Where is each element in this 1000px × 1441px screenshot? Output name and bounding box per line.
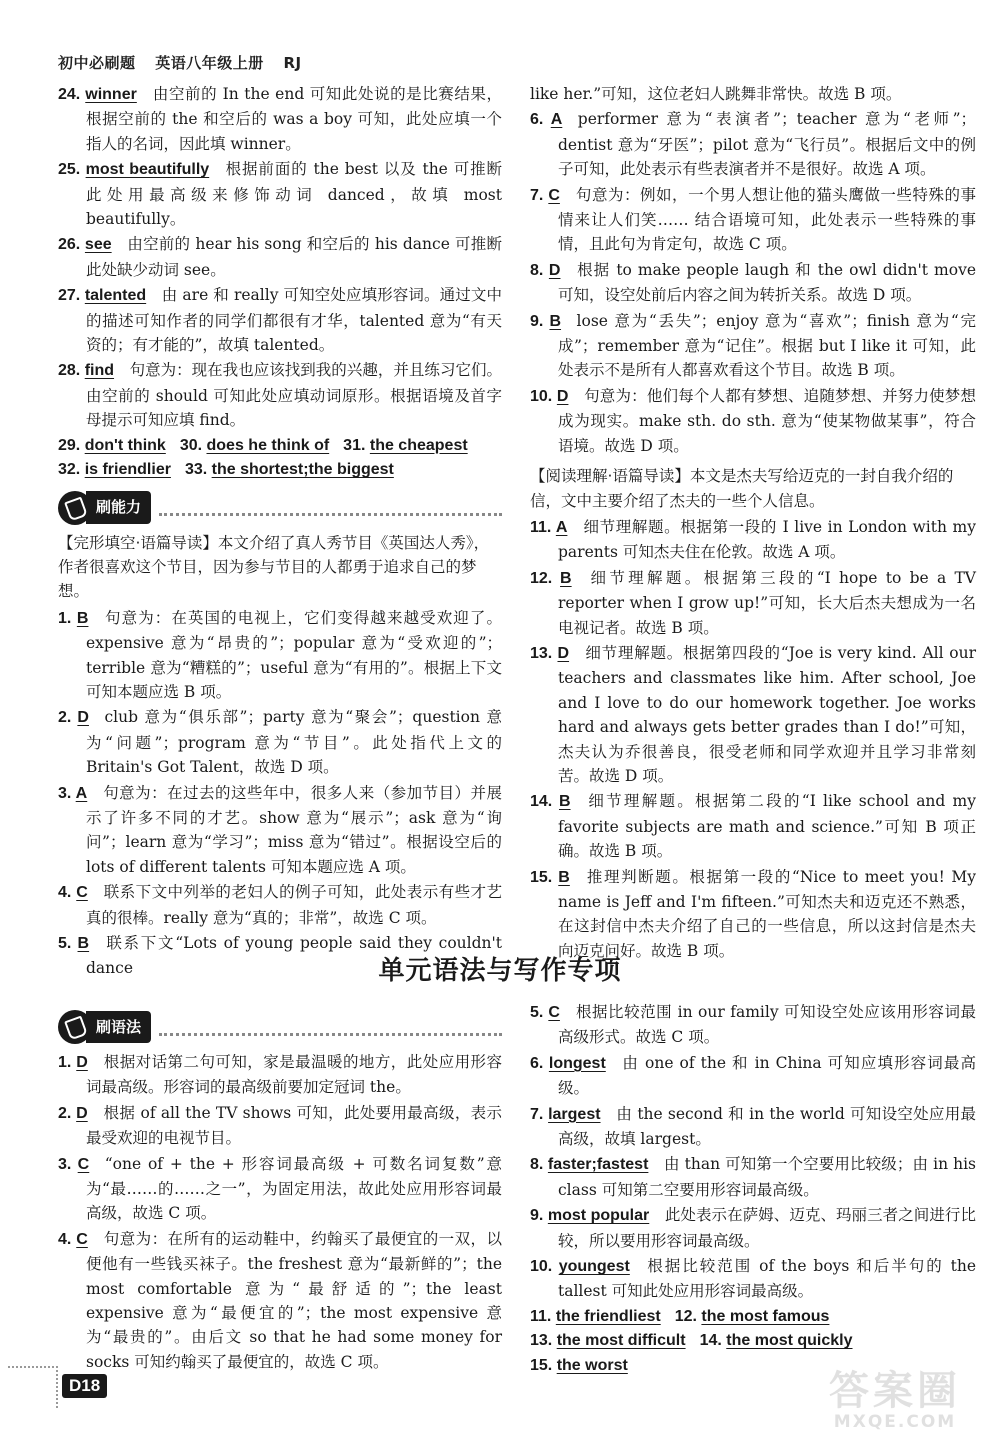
item-explanation: club 意为“俱乐部”；party 意为“聚会”；question 意为“问题”；program 意为“节目”。此处指代上文的 Britain's Got Talent，故选 D 项。 — [86, 708, 502, 777]
item-answer: find — [84, 362, 115, 380]
item-number: 27. — [58, 287, 85, 305]
item-number: 13. — [530, 644, 558, 662]
item-number: 14. — [530, 793, 559, 811]
answer-item — [58, 232, 502, 282]
section-badge-grammar — [58, 1010, 502, 1044]
answer-item — [58, 157, 502, 231]
answer-item — [58, 358, 502, 432]
answer-item — [530, 641, 976, 788]
short-answer — [343, 434, 468, 458]
right-column-bottom — [530, 1000, 976, 1378]
answer-row — [58, 434, 502, 458]
item-answer: the most quickly — [726, 1332, 853, 1350]
item-explanation: 句意为：在所有的运动鞋中，约翰买了最便宜的一双，以便他有一些钱买袜子。the freshest 意为“最新鲜的”；the most comfortable 意为“最舒适的”；the least expensive 意为“最便宜的”；the most expensive 意为“最贵的”。由后文 so that he had some money for socks 可知约翰买了最便宜的，故选 C 项。 — [86, 1229, 502, 1371]
item-number: 4. — [58, 884, 77, 902]
item-number: 10. — [530, 387, 557, 405]
item-number: 14. — [699, 1332, 727, 1350]
reading-intro: 【阅读理解·语篇导读】本文是杰夫写给迈克的一封自我介绍的信，文中主要介绍了杰夫的一些个人信息。 — [530, 467, 954, 510]
subject-title: 英语八年级上册 — [155, 54, 264, 72]
item-number: 7. — [530, 186, 549, 204]
item-answer: does he think of — [206, 436, 330, 454]
item-number: 3. — [58, 1155, 78, 1173]
item-number: 1. — [58, 609, 77, 627]
item-explanation: 细节理解题。根据第三段的“I hope to be a TV reporter when I grow up!”可知，长大后杰夫想成为一名电视记者。故选 B 项。 — [558, 568, 976, 637]
item-answer: B — [549, 312, 562, 330]
short-answer — [58, 458, 171, 482]
item-number: 33. — [184, 461, 212, 479]
item-answer: most popular — [547, 1207, 650, 1225]
watermark-url: MXQE.COM — [833, 1412, 957, 1432]
dotted-divider — [159, 1019, 502, 1036]
item-explanation: 推理判断题。根据第一段的“Nice to meet you! My name is Jeff and I'm fifteen.”可知杰夫和迈克还不熟悉，在这封信中杰夫介绍了自己的一些信息，所以这封信是杰夫向迈克问好。故选 B 项。 — [558, 867, 976, 960]
item-explanation: 细节理解题。根据第一段的 I live in London with my parents 可知杰夫住在伦敦。故选 A 项。 — [558, 517, 976, 562]
answer-item — [58, 705, 502, 779]
page-corner-decoration — [8, 1366, 58, 1408]
dotted-divider — [159, 499, 502, 516]
item-answer: don't think — [84, 436, 166, 454]
item-answer: the most famous — [701, 1307, 830, 1325]
item-explanation: 由 the second 和 in the world 可知设空处应用最高级，故填 largest。 — [558, 1104, 976, 1149]
left-column-top — [58, 82, 502, 982]
item-answer: C — [76, 1230, 88, 1248]
answer-item — [58, 781, 502, 880]
item-answer: A — [550, 111, 563, 129]
answer-row — [530, 1305, 976, 1329]
answer-row — [530, 1329, 976, 1353]
item-number: 31. — [343, 436, 370, 454]
badge-label: 刷能力 — [86, 491, 151, 523]
item-number: 8. — [530, 261, 549, 279]
grammar-answers-right — [530, 1000, 976, 1304]
cloze-intro: 【完形填空·语篇导读】本文介绍了真人秀节目《英国达人秀》，作者很喜欢这个节目，因为参与节目的人都勇于追求自己的梦想。 — [58, 533, 490, 601]
cloze-continuation: like her.”可知，这位老妇人跳舞非常快。故选 B 项。 — [530, 85, 902, 103]
item-answer: D — [77, 709, 89, 727]
item-answer: C — [76, 884, 88, 902]
answer-item — [530, 309, 976, 383]
item-answer: B — [560, 569, 572, 587]
item-explanation: lose 意为“丢失”；enjoy 意为“喜欢”；finish 意为“完成”；remember 意为“记住”。根据 but I like it 可知，此处表示不是所有人都喜欢看这个节目。故选 B 项。 — [558, 311, 976, 380]
answer-item — [530, 1000, 976, 1050]
item-explanation: 根据比较范围 in our family 可知设空处应该用形容词最高级形式。故选 C 项。 — [558, 1003, 976, 1047]
item-explanation: 句意为：在英国的电视上，它们变得越来越受欢迎了。expensive 意为“昂贵的”；popular 意为“受欢迎的”；terrible 意为“糟糕的”；useful 意为“有用的”。根据上下文可知本题应选 B 项。 — [86, 608, 502, 701]
item-answer: C — [548, 1004, 560, 1021]
item-answer: C — [77, 1155, 90, 1173]
item-number: 6. — [530, 111, 551, 129]
item-answer: the friendliest — [555, 1307, 661, 1325]
item-number: 30. — [179, 436, 207, 454]
item-answer: D — [548, 261, 561, 279]
edition-label: RJ — [283, 54, 302, 72]
item-explanation: 此处表示在萨姆、迈克、玛丽三者之间进行比较，所以要用形容词最高级。 — [558, 1206, 976, 1250]
answer-item — [530, 183, 976, 257]
item-answer: talented — [84, 287, 147, 305]
section-title: 单元语法与写作专项 — [378, 956, 622, 986]
right-column-top — [530, 82, 976, 964]
item-explanation: 根据 to make people laugh 和 the owl didn't move 可知，设空处前后内容之间为转折关系。故选 D 项。 — [558, 260, 976, 305]
cloze-answers-left — [58, 606, 502, 981]
item-answer: B — [77, 935, 90, 952]
item-explanation: 细节理解题。根据第四段的“Joe is very kind. All our teachers and classmates like him. After school, Joe and I love to do our homework together. Joe works hard and always gets better grades than I do!”可知，杰夫认为乔很善良，很受老师和同学欢迎并且学习非常刻苦。故选 D 项。 — [558, 643, 976, 785]
answer-item — [530, 1102, 976, 1152]
item-number: 7. — [530, 1105, 549, 1123]
item-answer: the most difficult — [556, 1332, 686, 1350]
item-number: 3. — [58, 784, 76, 802]
item-number: 15. — [530, 1356, 557, 1374]
item-number: 9. — [530, 1207, 548, 1225]
item-explanation: 根据前面的 the best 以及 the 可推断此处用最高级来修饰动词 danced，故填 most beautifully。 — [86, 160, 503, 229]
item-answer: youngest — [558, 1258, 630, 1276]
item-answer: the shortest;the biggest — [211, 461, 394, 479]
answer-item — [530, 566, 976, 640]
item-number: 4. — [58, 1230, 77, 1248]
item-number: 32. — [58, 461, 85, 479]
item-explanation: 细节理解题。根据第二段的“I like school and my favorite subjects are math and science.”可知 B 项正确。故选 B 项。 — [558, 792, 977, 861]
item-answer: D — [76, 1054, 88, 1071]
item-number: 8. — [530, 1156, 548, 1174]
brush-icon — [58, 1010, 92, 1044]
watermark — [800, 1370, 990, 1440]
short-answer — [185, 458, 394, 482]
item-number: 29. — [58, 436, 85, 454]
item-answer: D — [556, 387, 569, 405]
item-explanation: 根据比较范围 of the boys 和后半句的 the tallest 可知此处应用形容词最高级。 — [558, 1257, 976, 1301]
watermark-logo-text: 答案圈 — [829, 1368, 961, 1414]
item-answer: B — [558, 793, 571, 811]
item-explanation: performer 意为“表演者”；teacher 意为“老师”；dentist 意为“牙医”；pilot 意为“飞行员”。根据后文中的例子可知，此处表示有些表演者并不是很好。故选 A 项。 — [558, 110, 976, 179]
short-answer — [530, 1354, 628, 1378]
item-number: 2. — [58, 709, 78, 727]
page-header — [58, 52, 316, 73]
item-number: 9. — [530, 312, 550, 330]
answer-item — [530, 1203, 976, 1253]
item-answer: winner — [85, 86, 137, 103]
short-answer — [675, 1305, 830, 1329]
answer-row — [58, 458, 502, 482]
item-explanation: 句意为：他们每个人都有梦想、追随梦想、并努力使梦想成为现实。make sth. do sth. 意为“使某物做某事”，符合语境。故选 D 项。 — [558, 386, 976, 455]
answer-item — [58, 82, 502, 156]
answer-item — [530, 258, 976, 308]
item-number: 24. — [58, 86, 86, 103]
item-answer: B — [76, 609, 89, 627]
answer-item — [58, 1227, 502, 1374]
short-answer — [180, 434, 329, 458]
reading-answers — [530, 515, 976, 963]
cloze-answers-right — [530, 107, 976, 458]
short-answer — [530, 1329, 686, 1353]
item-answer: the worst — [556, 1356, 628, 1374]
item-explanation: 句意为：例如，一个男人想让他的猫头鹰做一些特殊的事情来让人们笑…… 结合语境可知，此处表示一些特殊的事情，且此句为肯定句，故选 C 项。 — [558, 185, 976, 254]
item-answer: most beautifully — [85, 161, 210, 179]
item-number: 11. — [530, 518, 556, 536]
item-number: 1. — [58, 1054, 77, 1071]
answer-item — [530, 515, 976, 565]
answer-item — [530, 1051, 976, 1101]
book-title: 初中必刷题 — [58, 54, 136, 72]
item-explanation: 联系下文“Lots of young people said they couldn't dance — [86, 934, 502, 978]
section-badge-ability — [58, 491, 502, 525]
item-number: 5. — [58, 935, 78, 952]
item-answer: A — [75, 784, 88, 802]
item-number: 12. — [674, 1307, 702, 1325]
item-explanation: 句意为：现在我也应该找到我的兴趣，并且练习它们。由空前的 should 可知此处应填动词原形。根据语境及首字母提示可知应填 find。 — [86, 361, 502, 430]
answer-item — [58, 1152, 502, 1226]
answer-item — [530, 1152, 976, 1202]
answer-item — [58, 880, 502, 930]
item-answer: longest — [548, 1054, 606, 1072]
answer-item — [58, 1050, 502, 1100]
short-answer — [700, 1329, 853, 1353]
item-explanation: 由 one of the 和 in China 可知应填形容词最高级。 — [558, 1053, 976, 1098]
item-answer: largest — [548, 1105, 601, 1123]
answer-item — [530, 789, 976, 863]
item-explanation: 联系下文中列举的老妇人的例子可知，此处表示有些才艺真的很棒。really 意为“真的；非常”，故选 C 项。 — [86, 883, 502, 927]
item-number: 11. — [530, 1307, 556, 1325]
item-answer: the cheapest — [369, 436, 468, 454]
answer-item — [530, 107, 976, 181]
item-number: 6. — [530, 1054, 549, 1072]
item-number: 10. — [530, 1258, 559, 1276]
short-answer — [530, 1305, 661, 1329]
item-number: 26. — [58, 236, 85, 254]
item-number: 5. — [530, 1004, 549, 1021]
item-answer: D — [557, 644, 570, 662]
answer-item — [58, 1101, 502, 1151]
item-answer: D — [76, 1104, 88, 1122]
page-number: D18 — [62, 1374, 107, 1398]
item-number: 25. — [58, 161, 86, 179]
item-number: 28. — [58, 362, 85, 380]
brush-icon — [58, 491, 92, 525]
item-explanation: 根据对话第二句可知，家是最温暖的地方，此处应用形容词最高级。形容词的最高级前要加定冠词 the。 — [86, 1053, 502, 1097]
item-explanation: 由空前的 hear his song 和空后的 his dance 可推断此处缺少动词 see。 — [86, 235, 503, 279]
item-answer: A — [555, 518, 568, 536]
short-answer-rows — [58, 434, 502, 483]
item-answer: see — [84, 236, 112, 254]
item-explanation: 由空前的 In the end 可知此处说的是比赛结果，根据空前的 the 和空后的 was a boy 可知，此处应填一个指人的名词，因此填 winner。 — [86, 85, 503, 153]
item-answer: B — [558, 868, 570, 886]
item-explanation: 根据 of all the TV shows 可知，此处要用最高级，表示最受欢迎的电视节目。 — [86, 1103, 502, 1148]
item-explanation: 由 than 可知第一个空要用比较级；由 in his class 可知第二空要用形容词最高级。 — [558, 1155, 976, 1199]
answer-item — [530, 865, 976, 964]
grammar-answers-left — [58, 1050, 502, 1374]
answer-item — [58, 283, 502, 357]
left-column-bottom — [58, 1002, 502, 1375]
answer-list-24-28 — [58, 82, 502, 433]
item-explanation: 由 are 和 really 可知空处应填形容词。通过文中的描述可知作者的同学们都很有才华，talented 意为“有天资的；有才能的”，故填 talented。 — [86, 286, 503, 355]
item-number: 12. — [530, 569, 561, 587]
answer-item — [530, 1254, 976, 1304]
item-answer: faster;fastest — [547, 1156, 649, 1174]
item-answer: is friendlier — [84, 461, 171, 479]
item-explanation: “one of + the + 形容词最高级 + 可数名词复数”意为“最……的……之一”，为固定用法，故此处应用形容词最高级，故选 C 项。 — [86, 1154, 502, 1223]
badge-label: 刷语法 — [86, 1011, 151, 1043]
item-number: 15. — [530, 868, 559, 886]
item-number: 13. — [530, 1332, 557, 1350]
item-answer: C — [548, 186, 560, 204]
answer-item — [58, 606, 502, 705]
item-number: 2. — [58, 1104, 77, 1122]
short-answer — [58, 434, 166, 458]
answer-item — [530, 384, 976, 458]
item-explanation: 句意为：在过去的这些年中，很多人来（参加节目）并展示了许多不同的才艺。show 意为“展示”；ask 意为“询问”；learn 意为“学习”；miss 意为“错过”。根据设空后的 lots of different talents 可知本题应选 A 项。 — [86, 783, 502, 876]
